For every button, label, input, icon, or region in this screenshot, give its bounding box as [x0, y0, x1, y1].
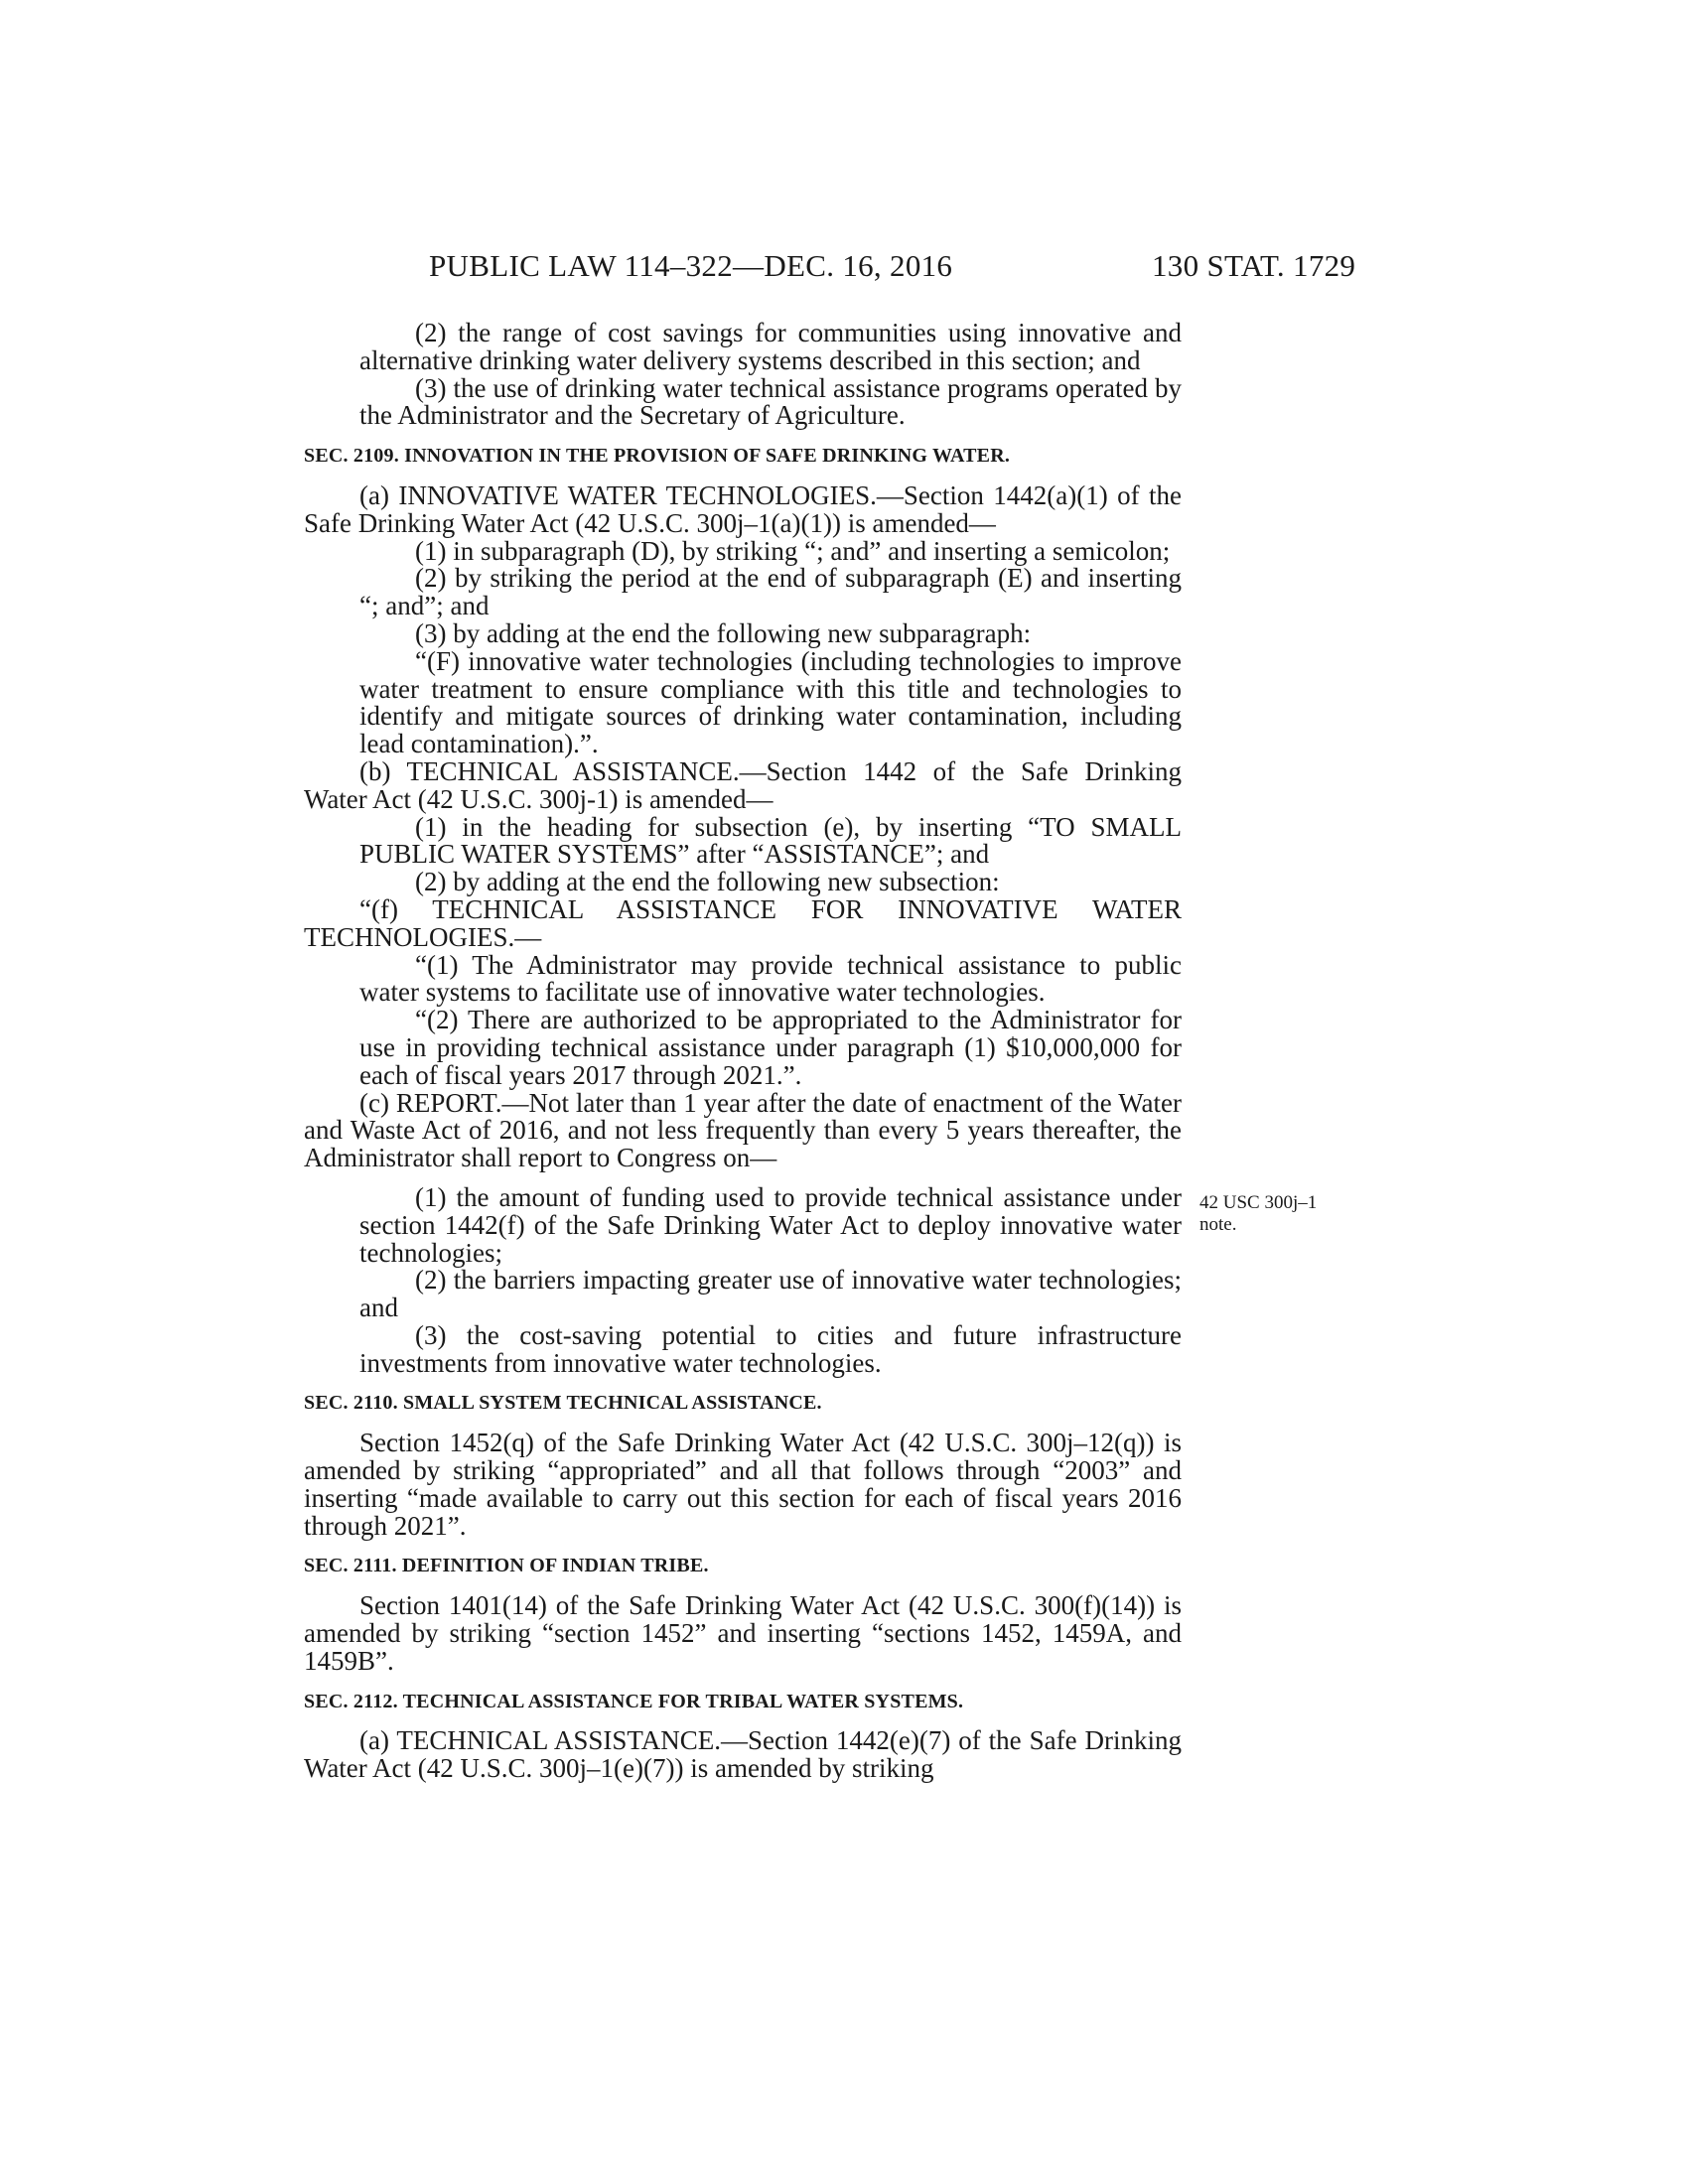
paragraph: (2) the range of cost savings for communities using innovative and alternative drinking water delivery systems described in this section; and: [359, 318, 1182, 375]
section-heading: SEC. 2110. SMALL SYSTEM TECHNICAL ASSISTANCE.: [304, 1392, 822, 1415]
paragraph: (3) the cost-saving potential to cities and future infrastructure investments from innovative water technologies.: [359, 1319, 1182, 1378]
quoted-heading: “(f) TECHNICAL ASSISTANCE FOR INNOVATIVE WATER TECHNOLOGIES.—: [304, 893, 1182, 952]
margin-citation-note: [1199, 1192, 1317, 1236]
paragraph: (1) in the heading for subsection (e), by inserting “TO SMALL PUBLIC WATER SYSTEMS” after “ASSISTANCE”; and: [359, 811, 1182, 870]
paragraph: (a) TECHNICAL ASSISTANCE.—Section 1442(e)(7) of the Safe Drinking Water Act (42 U.S.C. 300j–1(e)(7)) is amended by striking: [304, 1725, 1182, 1784]
quoted-paragraph: “(2) There are authorized to be appropriated to the Administrator for use in providing technical assistance under paragraph (1) $10,000,000 for each of fiscal years 2017 through 2021.”.: [359, 1005, 1182, 1090]
paragraph: (b) TECHNICAL ASSISTANCE.—Section 1442 of the Safe Drinking Water Act (42 U.S.C. 300j-1) is amended—: [304, 755, 1182, 814]
paragraph: (2) by striking the period at the end of subparagraph (E) and inserting “; and”; and: [359, 563, 1182, 621]
paragraph: (2) the barriers impacting greater use of innovative water technologies; and: [359, 1265, 1182, 1323]
paragraph: (1) the amount of funding used to provide technical assistance under section 1442(f) of the Safe Drinking Water Act to deploy innovative water technologies;: [359, 1181, 1182, 1268]
paragraph: (a) INNOVATIVE WATER TECHNOLOGIES.—Section 1442(a)(1) of the Safe Drinking Water Act (42 U.S.C. 300j–1(a)(1)) is amended—: [304, 479, 1182, 538]
paragraph: (c) REPORT.—Not later than 1 year after the date of enactment of the Water and Waste Act of 2016, and not less frequently than every 5 years thereafter, the Administrator shall report to Congress on—: [304, 1087, 1182, 1173]
paragraph: (1) in subparagraph (D), by striking “; and” and inserting a semicolon;: [415, 535, 1171, 566]
running-header-title: PUBLIC LAW 114–322—DEC. 16, 2016: [429, 248, 953, 283]
section-heading: SEC. 2111. DEFINITION OF INDIAN TRIBE.: [304, 1555, 709, 1577]
paragraph: Section 1452(q) of the Safe Drinking Water Act (42 U.S.C. 300j–12(q)) is amended by striking “appropriated” and all that follows through “2003” and inserting “made available to carry out this section for each of fiscal years 2016 through 2021”.: [304, 1428, 1182, 1541]
document-body: [304, 320, 1182, 1783]
statute-page-number: 130 STAT. 1729: [1152, 248, 1356, 283]
margin-citation-line: 42 USC 300j–1: [1199, 1192, 1318, 1213]
paragraph: Section 1401(14) of the Safe Drinking Water Act (42 U.S.C. 300(f)(14)) is amended by striking “section 1452” and inserting “sections 1452, 1459A, and 1459B”.: [304, 1590, 1182, 1676]
paragraph: (3) by adding at the end the following new subparagraph:: [415, 617, 1032, 648]
section-heading: SEC. 2112. TECHNICAL ASSISTANCE FOR TRIBAL WATER SYSTEMS.: [304, 1690, 964, 1712]
section-heading: SEC. 2109. INNOVATION IN THE PROVISION OF SAFE DRINKING WATER.: [304, 445, 1011, 468]
paragraph: (2) by adding at the end the following new subsection:: [415, 867, 1000, 897]
paragraph: (3) the use of drinking water technical assistance programs operated by the Administrator and the Secretary of Agriculture.: [359, 372, 1182, 431]
quoted-paragraph: “(1) The Administrator may provide technical assistance to public water systems to facilitate use of innovative water technologies.: [359, 949, 1182, 1008]
quoted-paragraph: “(F) innovative water technologies (including technologies to improve water treatment to ensure compliance with this title and technologies to identify and mitigate sources of drinking water contamination, including lead contamination).”.: [359, 645, 1182, 759]
margin-citation-note-label: note.: [1199, 1214, 1237, 1235]
